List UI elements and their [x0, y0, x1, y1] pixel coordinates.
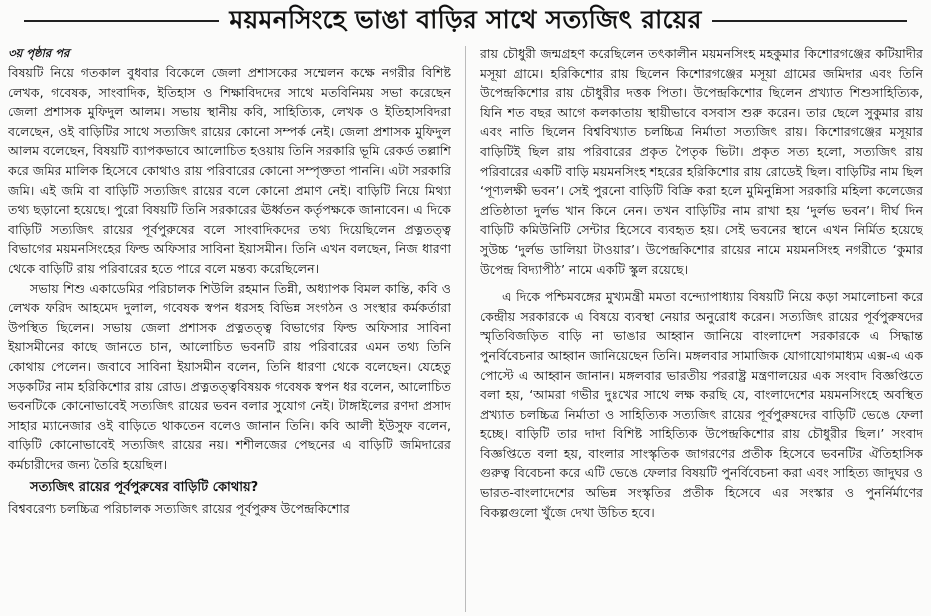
- headline: ময়মনসিংহে ভাঙা বাড়ির সাথে সত্যজিৎ রায়ের: [229, 4, 702, 34]
- article-body: [8, 44, 923, 612]
- headline-rule-right: [712, 20, 907, 22]
- right-paragraph-2: এ দিকে পশ্চিমবঙ্গের মুখ্যমন্ত্রী মমতা বন্দ্যোপাধ্যায় বিষয়টি নিয়ে কড়া সমালোচনা করে কেন্দ্রীয় সরকারকে এ বিষয়ে ব্যবস্থা নেয়ার অনুরোধ করেন। সত্যজিৎ রায়ের পূর্বপুরুষদের স্মৃতিবিজড়িত বাড়ি না ভাঙার আহ্বান জানিয়ে বাংলাদেশ সরকারকে এ সিদ্ধান্ত পুনর্বিবেচনার আহ্বান জানিয়েছেন তিনি। মঙ্গলবার সামাজিক যোগাযোগমাধ্যম এক্স-এ এক পোস্টে এ আহ্বান জানান। মঙ্গলবার ভারতীয় পররাষ্ট্র মন্ত্রণালয়ের এক সংবাদ বিজ্ঞপ্তিতে বলা হয়, ‘আমরা গভীর দুঃখের সাথে লক্ষ করছি যে, বাংলাদেশের ময়মনসিংহে অবস্থিত প্রখ্যাত চলচ্চিত্র নির্মাতা ও সাহিত্যিক সত্যজিৎ রায়ের পূর্বপুরুষদের বাড়িটি ভেঙে ফেলা হচ্ছে। বাড়িটি তার দাদা বিশিষ্ট সাহিত্যিক উপেন্দ্রকিশোর রায় চৌধুরীর ছিল।’ সংবাদ বিজ্ঞপ্তিতে বলা হয়, বাংলার সাংস্কৃতিক জাগরণের প্রতীক হিসেবে ভবনটির ঐতিহাসিক গুরুত্ব বিবেচনা করে এটি ভেঙে ফেলার বিষয়টি পুনর্বিবেচনা করা এবং সাহিত্য জাদুঘর ও ভারত-বাংলাদেশের অভিন্ন সংস্কৃতির প্রতীক হিসেবে এর সংস্কার ও পুনর্নির্মাণের বিকল্পগুলো খুঁজে দেখা উচিত হবে।: [480, 289, 923, 520]
- right-paragraph-1: রায় চৌধুরী জন্মগ্রহণ করেছিলেন তৎকালীন ময়মনসিংহ মহকুমার কিশোরগঞ্জের কটিয়াদীর মসূয়া গ্রামে। হরিকিশোর রায় ছিলেন কিশোরগঞ্জের মসূয়া গ্রামের জমিদার এবং তিনি উপেন্দ্রকিশোর রায় চৌধুরীর দত্তক পিতা। উপেন্দ্রকিশোর ছিলেন প্রখ্যাত শিশুসাহিত্যিক, যিনি শত বছর আগে কলকাতায় স্থায়ীভাবে বসবাস শুরু করেন। তার ছেলে সুকুমার রায় এবং নাতি ছিলেন বিশ্ববিখ্যাত চলচ্চিত্র নির্মাতা সত্যজিৎ রায়। কিশোরগঞ্জের মসূয়ার বাড়িটিই ছিল রায় পরিবারের প্রকৃত পৈতৃক ভিটা। প্রকৃত সত্য হলো, সত্যজিৎ রায় পরিবারের একটি বাড়ি ময়মনসিংহ শহরের হরিকিশোর রায় রোডেই ছিল। বাড়িটির নাম ছিল ‘পূণ্যলক্ষী ভবন’। সেই পুরনো বাড়িটি বিক্রি করা হলে মুমিনুন্নিসা সরকারি মহিলা কলেজের প্রতিষ্ঠাতা দুর্লভ খান কিনে নেন। তখন বাড়িটির নাম রাখা হয় ‘দুর্লভ ভবন’। দীর্ঘ দিন বাড়িটি কমিউনিটি সেন্টার হিসেবে ব্যবহৃত হয়। সেই ভবনের স্থানে এখন নির্মিত হয়েছে সুউচ্চ ‘দুর্লভ ডালিয়া টাওয়ার’। উপেন্দ্রকিশোর রায়ের নামে ময়মনসিংহ নগরীতে ‘কুমার উপেন্দ্র বিদ্যাপীঠ’ নামে একটি স্কুল রয়েছে।: [480, 46, 923, 277]
- right-column: [480, 44, 923, 612]
- left-paragraph-3: বিশ্ববরেণ্য চলচ্চিত্র পরিচালক সত্যজিৎ রায়ের পূর্বপুরুষ উপেন্দ্রকিশোর: [8, 501, 350, 517]
- subheading: সত্যজিৎ রায়ের পূর্বপুরুষের বাড়িটি কোথায়?: [30, 480, 259, 496]
- headline-rule-left: [24, 20, 219, 22]
- column-divider: [465, 46, 466, 612]
- continued-label: ৩য় পৃষ্ঠার পর: [8, 46, 70, 60]
- headline-bar: [14, 4, 917, 38]
- left-paragraph-1: বিষয়টি নিয়ে গতকাল বুধবার বিকেলে জেলা প্রশাসকের সম্মেলন কক্ষে নগরীর বিশিষ্ট লেখক, গবেষক, সাংবাদিক, ইতিহাস ও শিক্ষাবিদদের সাথে মতবিনিময় সভা করেছেন জেলা প্রশাসক মুফিদুল আলম। সভায় স্থানীয় কবি, সাহিত্যিক, লেখক ও ইতিহাসবিদরা বলেছেন, ওই বাড়িটির সাথে সত্যজিৎ রায়ের কোনো সম্পর্ক নেই। জেলা প্রশাসক মুফিদুল আলম বলেছেন, বিষয়টি ব্যাপকভাবে আলোচিত হওয়ায় তিনি সরকারি ভূমি রেকর্ড তল্লাশি করে জমির মালিক হিসেবে কোথাও রায় পরিবারের কোনো সম্পৃক্ততা পাননি। এটা সরকারি জমি। এই জমি বা বাড়িটি সত্যজিৎ রায়ের বলে কোনো প্রমাণ নেই। বাড়িটি নিয়ে মিথ্যা তথ্য ছড়ানো হয়েছে। পুরো বিষয়টি তিনি সরকারের ঊর্ধ্বতন কর্তৃপক্ষকে জানাবেন। এ দিকে বাড়িটি সত্যজিৎ রায়ের পূর্বপুরুষের বলে সাংবাদিকদের তথ্য দিয়েছিলেন প্রত্নতত্ত্ব বিভাগের ময়মনসিংহের ফিল্ড অফিসার সাবিনা ইয়াসমীন। তিনি এখন বলছেন, নিজ ধারণা থেকে বাড়িটি রায় পরিবারের হতে পারে বলে মন্তব্য করেছিলেন।: [8, 65, 451, 276]
- left-column: [8, 44, 451, 612]
- left-paragraph-2: সভায় শিশু একাডেমির পরিচালক শিউলি রহমান তিন্নী, অধ্যাপক বিমল কান্তি, কবি ও লেখক ফরিদ আহমেদ দুলাল, গবেষক স্বপন ধরসহ বিভিন্ন সংগঠন ও সংস্থার কর্মকর্তারা উপস্থিত ছিলেন। সভায় জেলা প্রশাসক প্রত্নতত্ত্ব বিভাগের ফিল্ড অফিসার সাবিনা ইয়াসমীনের কাছে জানতে চান, আলোচিত ভবনটি রায় পরিবারের এমন তথ্য তিনি কোথায় পেলেন। জবাবে সাবিনা ইয়াসমীন বলেন, তিনি ধারণা থেকে বলেছেন। যেহেতু সড়কটির নাম হরিকিশোর রায় রোড। প্রত্নতত্ত্ববিষয়ক গবেষক স্বপন ধর বলেন, আলোচিত ভবনটিকে কোনোভাবেই সত্যজিৎ রায়ের ভবন বলার সুযোগ নেই। টাঙ্গাইলের রণদা প্রসাদ সাহার ম্যানেজার ওই বাড়িতে থাকতেন বলেও জানান তিনি। কবি আলী ইউসুফ বলেন, বাড়িটি কোনোভাবেই সত্যজিৎ রায়ের নয়। শশীলজের পেছনের এ বাড়িটি জমিদারের কর্মচারীদের জন্য তৈরি হয়েছিল।: [8, 280, 451, 472]
